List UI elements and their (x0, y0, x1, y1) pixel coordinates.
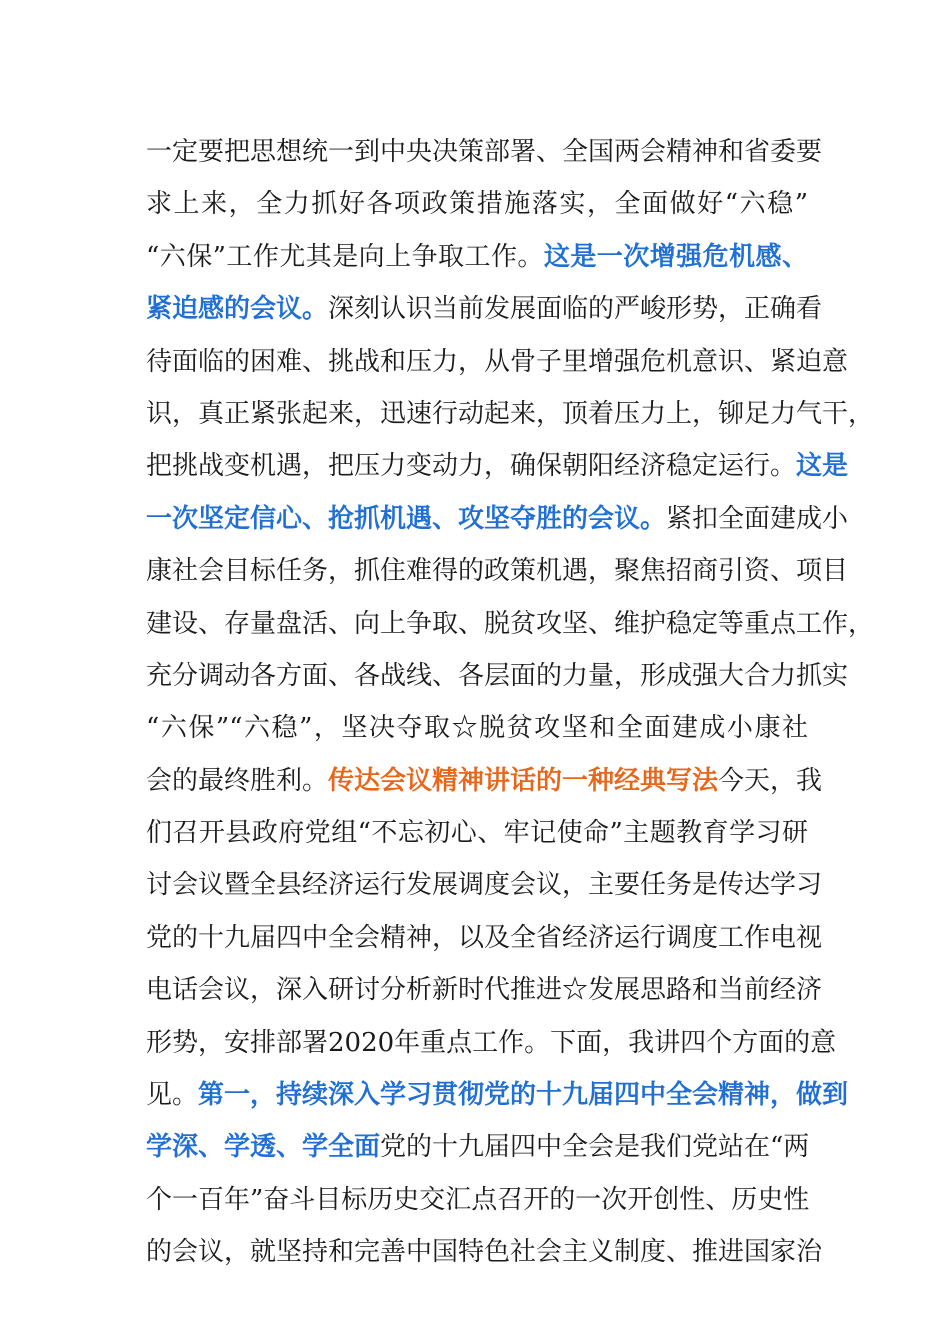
body-text: 电话会议，深入研讨分析新时代推进☆发展思路和当前经济 (146, 975, 823, 1006)
body-text: 建设、存量盘活、向上争取、脱贫攻坚、维护稳定等重点工作， (146, 608, 875, 639)
text-line (146, 440, 849, 492)
highlight-title-text: 传达会议精神讲话的一种经典写法 (328, 765, 719, 796)
body-text: 充分调动各方面、各战线、各层面的力量，形成强大合力抓实 (146, 660, 849, 691)
text-line (146, 702, 808, 754)
text-line (146, 650, 849, 702)
text-line (146, 1069, 849, 1121)
text-line (146, 1174, 808, 1226)
body-text: 的会议，就坚持和完善中国特色社会主义制度、推进国家治 (146, 1237, 823, 1268)
body-text: 见。 (146, 1080, 199, 1111)
section-heading-text: 第一，持续深入学习贯彻党的十九届四中全会精神，做到 (198, 1080, 849, 1111)
text-line (146, 336, 849, 388)
body-text: “六保”“六稳”，坚决夺取☆脱贫攻坚和全面建成小康社 (146, 713, 808, 744)
text-line (146, 126, 823, 178)
section-heading-text: 学深、学透、学全面 (146, 1132, 381, 1163)
body-text: 党的十九届四中全会是我们党站在“两 (380, 1132, 810, 1163)
body-text: 一定要把思想统一到中央决策部署、全国两会精神和省委要 (146, 137, 823, 167)
body-text: 求上来，全力抓好各项政策措施落实，全面做好“六稳” (146, 189, 808, 220)
text-line (146, 859, 823, 911)
text-line (146, 1121, 808, 1173)
text-line (146, 912, 823, 964)
body-text: “六保”工作尤其是向上争取工作。 (146, 241, 544, 272)
body-text: 康社会目标任务，抓住难得的政策机遇，聚焦招商引资、项目 (146, 556, 849, 587)
text-line (146, 598, 875, 650)
text-line (146, 545, 849, 597)
text-line (146, 231, 808, 283)
body-text: 把挑战变机遇，把压力变动力，确保朝阳经济稳定运行。 (146, 451, 797, 482)
body-text: 会的最终胜利。 (146, 765, 329, 796)
section-heading-text: 紧迫感的会议。 (146, 294, 329, 325)
body-text: 个一百年”奋斗目标历史交汇点召开的一次开创性、历史性 (146, 1184, 810, 1215)
text-line (146, 1017, 837, 1069)
body-text: 们召开县政府党组“不忘初心、牢记使命”主题教育学习研 (146, 818, 808, 849)
text-line (146, 807, 808, 859)
text-line (146, 964, 823, 1016)
body-text: 形势，安排部署2020年重点工作。下面，我讲四个方面的意 (146, 1027, 837, 1058)
body-text: 党的十九届四中全会精神，以及全省经济运行调度工作电视 (146, 922, 823, 953)
section-heading-text: 这是 (796, 451, 849, 482)
section-heading-text: 这是一次增强危机感、 (543, 241, 808, 272)
text-line (146, 178, 808, 230)
body-text: 识，真正紧张起来，迅速行动起来，顶着压力上，铆足力气干， (146, 398, 875, 429)
text-line (146, 493, 849, 545)
text-line (146, 1226, 823, 1278)
body-text: 待面临的困难、挑战和压力，从骨子里增强危机意识、紧迫意 (146, 346, 849, 377)
body-text: 讨会议暨全县经济运行发展调度会议，主要任务是传达学习 (146, 870, 823, 901)
text-line (146, 755, 823, 807)
document-body (146, 126, 875, 1279)
text-line (146, 283, 823, 335)
body-text: 紧扣全面建成小 (666, 503, 849, 534)
text-line (146, 388, 875, 440)
section-heading-text: 一次坚定信心、抢抓机遇、攻坚夺胜的会议。 (146, 503, 667, 534)
body-text: 今天，我 (718, 765, 823, 796)
body-text: 深刻认识当前发展面临的严峻形势，正确看 (328, 294, 823, 325)
